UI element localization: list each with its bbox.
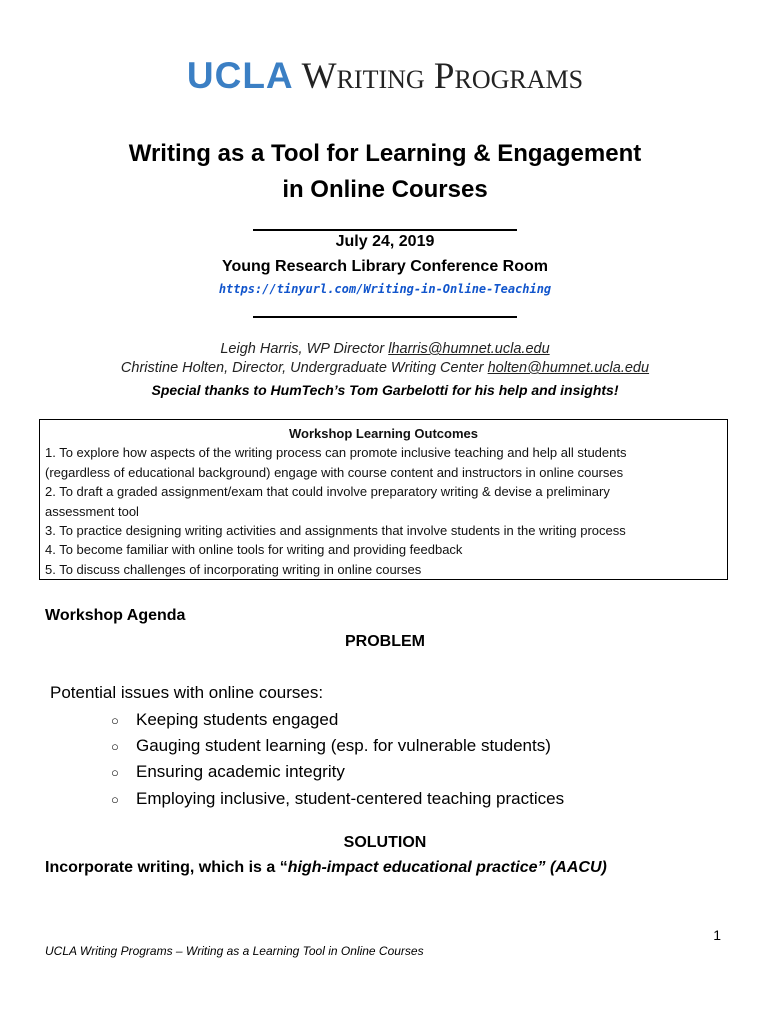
agenda-heading: Workshop Agenda <box>45 607 186 624</box>
issues-intro: Potential issues with online courses: <box>50 683 324 702</box>
divider-top <box>253 229 517 231</box>
ucla-writing-programs-logo <box>0 55 770 98</box>
solution-prefix: Incorporate writing, which is a “ <box>45 859 288 876</box>
logo-writing-programs-text: Writing Programs <box>301 56 584 97</box>
contact-email-link[interactable]: holten@humnet.ucla.edu <box>487 360 650 376</box>
problem-heading: PROBLEM <box>345 633 425 650</box>
issue-text: Keeping students engaged <box>136 710 339 729</box>
outcome-line: 3. To practice designing writing activities and assignments that involve students in the writing process <box>45 523 626 539</box>
circle-bullet-icon: ○ <box>111 713 119 728</box>
list-item <box>111 733 564 759</box>
title-line-1: Writing as a Tool for Learning & Engagement <box>128 140 642 167</box>
outcome-line: 5. To discuss challenges of incorporating writing in online courses <box>45 561 422 577</box>
circle-bullet-icon: ○ <box>111 765 119 781</box>
event-link[interactable]: https://tinyurl.com/Writing-in-Online-Teaching <box>218 282 552 296</box>
contact-email-link[interactable]: lharris@humnet.ucla.edu <box>388 341 550 357</box>
issue-text: Employing inclusive, student-centered teaching practices <box>136 788 565 808</box>
outcome-line: 1. To explore how aspects of the writing process can promote inclusive teaching and help all students <box>45 445 627 461</box>
outcome-line: (regardless of educational background) engage with course content and instructors in online courses <box>45 464 624 480</box>
solution-heading: SOLUTION <box>343 834 427 851</box>
outcomes-heading: Workshop Learning Outcomes <box>288 426 478 441</box>
circle-bullet-icon: ○ <box>111 791 119 807</box>
issue-text: Gauging student learning (esp. for vulnerable students) <box>136 736 551 756</box>
contact-name: Leigh Harris, WP Director <box>220 341 389 357</box>
contact-leigh-harris <box>0 341 770 357</box>
outcome-line: 2. To draft a graded assignment/exam that could involve preparatory writing & devise a preliminary <box>45 484 610 500</box>
learning-outcomes-box <box>39 419 728 580</box>
contact-christine-holten <box>0 360 770 376</box>
event-date: July 24, 2019 <box>335 233 435 250</box>
list-item <box>111 759 564 785</box>
circle-bullet-icon: ○ <box>111 739 119 755</box>
logo-ucla-text: UCLA <box>186 55 294 96</box>
list-item <box>111 786 564 812</box>
acknowledgement: Special thanks to HumTech’s Tom Garbelotti for his help and insights! <box>151 382 619 398</box>
event-venue: Young Research Library Conference Room <box>222 258 548 275</box>
page-title <box>0 136 770 208</box>
issue-text: Ensuring academic integrity <box>136 762 345 782</box>
title-line-2: in Online Courses <box>282 176 488 203</box>
solution-emphasis: high-impact educational practice” (AACU) <box>287 859 607 876</box>
outcome-line: 4. To become familiar with online tools for writing and providing feedback <box>45 542 463 558</box>
list-item <box>111 707 564 733</box>
page-number: 1 <box>713 927 721 943</box>
page-footer: UCLA Writing Programs – Writing as a Learning Tool in Online Courses <box>45 944 424 958</box>
issues-list <box>111 707 564 812</box>
divider-bottom <box>253 316 517 318</box>
solution-statement <box>45 859 607 877</box>
contact-name: Christine Holten, Director, Undergraduate Writing Center <box>120 360 488 376</box>
outcome-line: assessment tool <box>45 503 139 519</box>
